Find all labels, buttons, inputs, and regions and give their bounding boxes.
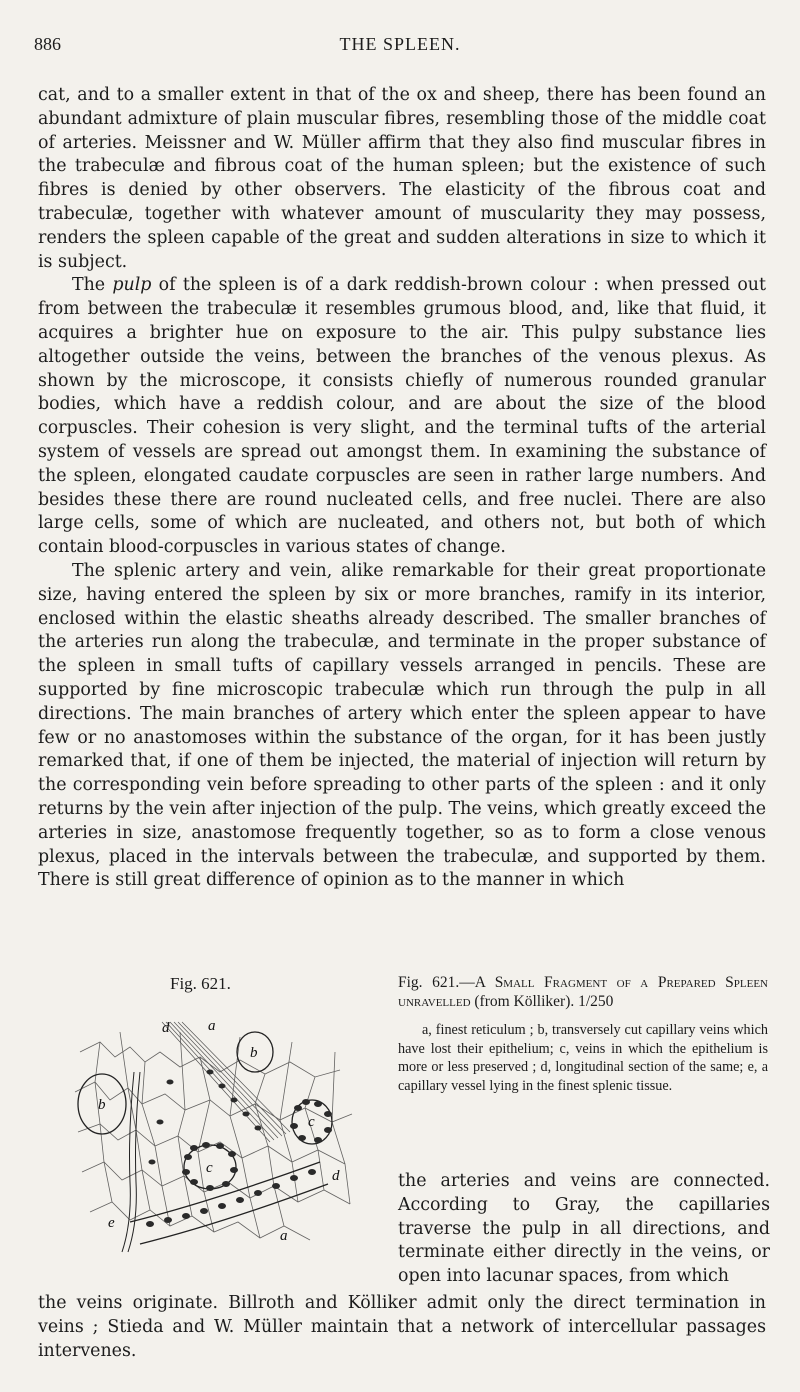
spleen-figure xyxy=(70,1012,360,1262)
figure-letter-a: a xyxy=(208,1018,216,1034)
figure-letter-d: d xyxy=(162,1020,170,1036)
figure-letter-b: b xyxy=(250,1045,258,1061)
figure-letter-c: c xyxy=(308,1114,315,1130)
caption-magnification: 1/250 xyxy=(578,993,614,1010)
figure-letter-a: a xyxy=(280,1228,288,1244)
continuation-text-bottom xyxy=(38,1292,766,1363)
pulp-term: pulp xyxy=(112,275,152,296)
side-paragraph: the arteries and veins are connected. According to Gray, the capillaries traverse the pulp in all directions, and terminate either directly in the veins, or open into lacunar spaces, from which xyxy=(398,1171,770,1287)
running-title: THE SPLEEN. xyxy=(339,34,461,54)
bottom-paragraph: the veins originate. Billroth and Kölliker admit only the direct termination in veins ; Stieda and W. Müller maintain that a network of intercellular passages intervenes. xyxy=(38,1293,766,1361)
caption-source: (from Kölliker). xyxy=(474,993,575,1010)
figure-letter-c: c xyxy=(206,1160,213,1176)
figure-label: Fig. 621. xyxy=(170,974,231,993)
continuation-text-side xyxy=(398,1170,770,1289)
caption-title xyxy=(398,973,768,1011)
paragraph-1: cat, and to a smaller extent in that of the ox and sheep, there has been found an abundant admixture of plain muscular fibres, resembling those of the middle coat of arteries. Meissner and W. Müller affirm that they also find muscular fibres in the trabeculæ and fibrous coat of the human spleen; but the existence of such fibres is denied by other observers. The elasticity of the fibrous coat and trabeculæ, together with whatever amount of muscularity they may possess, renders the spleen capable of the great and sudden alterations in size to which it is subject. xyxy=(38,85,766,272)
figure-letter-e: e xyxy=(108,1215,115,1231)
capillary-e xyxy=(122,1072,140,1252)
pulp-lead: The xyxy=(72,275,106,296)
page-number: 886 xyxy=(34,34,61,54)
paragraph-2 xyxy=(38,274,766,560)
caption-body: a, finest reticulum ; b, transversely cut capillary veins which have lost their epithelium; c, veins in which the epithelium is more or less preserved ; d, longitudinal section of the same; e, a capillary vessel lying in the finest splenic tissue. xyxy=(398,1022,768,1094)
figure-letter-b: b xyxy=(98,1097,106,1113)
figure-caption xyxy=(398,973,768,1095)
caption-heading: A Small Fragment of a Prepared Spleen unravelled xyxy=(398,974,768,1010)
running-head xyxy=(34,34,766,58)
caption-prefix: Fig. 621.— xyxy=(398,974,475,991)
figure-letter-d: d xyxy=(332,1168,340,1184)
paragraph-2-text: of the spleen is of a dark reddish-brown colour : when pressed out from between the trabeculæ it resembles grumous blood, and, like that fluid, it acquires a brighter hue on exposure to the air. This pulpy substance lies altogether outside the veins, between the branches of the venous plexus. As shown by the microscope, it consists chiefly of numerous rounded granular bodies, which have a reddish colour, and are about the size of the blood corpuscles. Their cohesion is very slight, and the terminal tufts of the arterial system of vessels are spread out amongst them. In examining the substance of the spleen, elongated caudate corpuscles are seen in rather large numbers. And besides these there are round nucleated cells, and free nuclei. There are also large cells, some of which are nucleated, and others not, but both of which contain blood-corpuscles in various states of change. xyxy=(38,275,766,558)
body-text xyxy=(38,84,766,893)
paragraph-3: The splenic artery and vein, alike remarkable for their great proportionate size, having entered the spleen by six or more branches, ramify in its interior, enclosed within the elastic sheaths already described. The smaller branches of the arteries run along the trabeculæ, and terminate in the proper substance of the spleen in small tufts of capillary vessels arranged in pencils. These are supported by fine microscopic trabeculæ which run through the pulp in all directions. The main branches of artery which enter the spleen appear to have few or no anastomoses within the substance of the organ, for it has been justly remarked that, if one of them be injected, the material of injection will return by the corresponding vein before spreading to other parts of the spleen : and it only returns by the vein after injection of the pulp. The veins, which greatly exceed the arteries in size, anastomose frequently together, so as to form a close venous plexus, placed in the intervals between the trabeculæ, and supported by them. There is still great difference of opinion as to the manner in which xyxy=(38,560,766,891)
